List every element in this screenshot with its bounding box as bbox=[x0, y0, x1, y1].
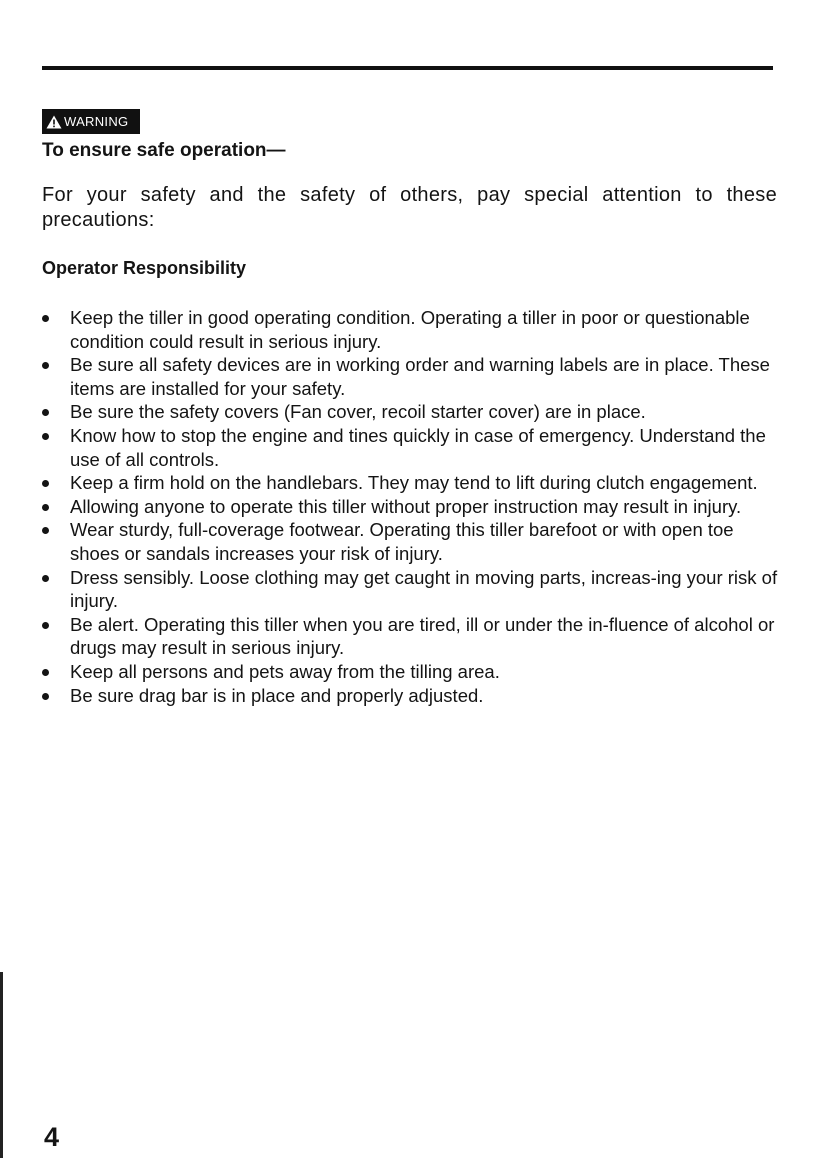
page-number: 4 bbox=[44, 1122, 60, 1152]
list-item bbox=[40, 660, 780, 684]
list-item bbox=[40, 495, 780, 519]
bullet-icon bbox=[42, 315, 49, 322]
list-item bbox=[40, 566, 780, 613]
list-item-text: Dress sensibly. Loose clothing may get caught in moving parts, increas-ing your risk of injury. bbox=[70, 566, 778, 612]
page-heading: To ensure safe operation— bbox=[42, 140, 286, 161]
list-item-text: Keep a firm hold on the handlebars. They may tend to lift during clutch engagement. bbox=[70, 472, 758, 494]
top-rule bbox=[42, 66, 773, 70]
bullet-icon bbox=[42, 622, 49, 629]
list-item-text: Be sure drag bar is in place and properly adjusted. bbox=[70, 684, 484, 706]
bullet-icon bbox=[42, 433, 49, 440]
bullet-icon bbox=[42, 362, 49, 369]
list-item-text: Allowing anyone to operate this tiller without proper instruction may result in injury. bbox=[70, 495, 742, 517]
list-item-text: Be alert. Operating this tiller when you are tired, ill or under the in-fluence of alcohol or drugs may result in serious injury. bbox=[70, 613, 775, 659]
bullet-icon bbox=[42, 669, 49, 676]
list-item bbox=[40, 684, 780, 708]
bullet-icon bbox=[42, 480, 49, 487]
page-edge-mark bbox=[0, 972, 3, 1158]
bullet-icon bbox=[42, 575, 49, 582]
bullet-icon bbox=[42, 504, 49, 511]
bullet-icon bbox=[42, 409, 49, 416]
list-item bbox=[40, 353, 780, 400]
list-item bbox=[40, 613, 780, 660]
list-item-text: Know how to stop the engine and tines quickly in case of emergency. Understand the use of all controls. bbox=[70, 424, 766, 470]
warning-triangle-icon bbox=[46, 115, 62, 129]
bullet-icon bbox=[42, 693, 49, 700]
list-item bbox=[40, 518, 780, 565]
list-item-text: Keep the tiller in good operating condition. Operating a tiller in poor or questionable condition could result in serious injury. bbox=[70, 307, 750, 352]
precautions-list bbox=[40, 306, 780, 707]
list-item-text: Be sure the safety covers (Fan cover, recoil starter cover) are in place. bbox=[70, 401, 646, 423]
list-item bbox=[40, 400, 780, 424]
list-item-text: Wear sturdy, full-coverage footwear. Operating this tiller barefoot or with open toe shoes or sandals increases your risk of injury. bbox=[70, 519, 734, 564]
list-item-text: Keep all persons and pets away from the tilling area. bbox=[70, 660, 500, 682]
warning-badge bbox=[42, 109, 140, 134]
list-item bbox=[40, 424, 780, 471]
section-title: Operator Responsibility bbox=[42, 258, 247, 278]
list-item bbox=[40, 471, 780, 495]
intro-paragraph: For your safety and the safety of others, pay special attention to these precautions: bbox=[42, 184, 777, 231]
warning-label: WARNING bbox=[64, 114, 129, 129]
list-item bbox=[40, 306, 780, 353]
list-item-text: Be sure all safety devices are in working order and warning labels are in place. These items are installed for your safety. bbox=[70, 354, 770, 399]
bullet-icon bbox=[42, 527, 49, 534]
